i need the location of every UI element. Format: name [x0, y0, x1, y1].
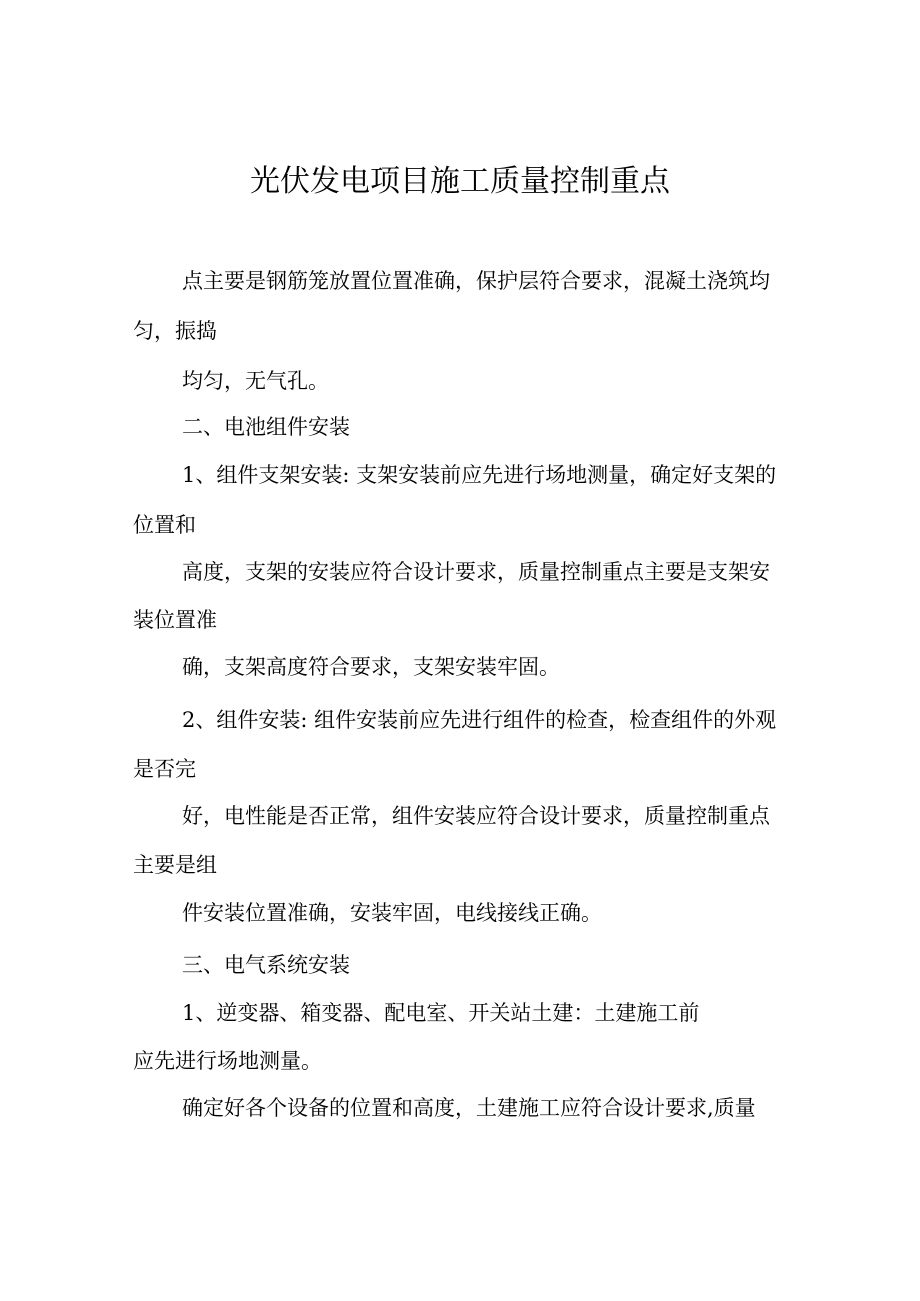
document-title: 光伏发电项目施工质量控制重点	[250, 164, 670, 199]
body-line: 匀，振捣	[133, 319, 217, 343]
body-line: 件安装位置准确，安装牢固，电线接线正确。	[182, 901, 602, 925]
body-line: 均匀，无气孔。	[182, 369, 329, 393]
body-line: 装位置准	[133, 608, 217, 632]
body-line: 位置和	[133, 513, 196, 537]
body-line: 好，电性能是否正常，组件安装应符合设计要求，质量控制重点	[182, 804, 770, 828]
body-line: 2、组件安装: 组件安装前应先进行组件的检查，检查组件的外观	[182, 708, 777, 732]
body-line: 点主要是钢筋笼放置位置准确，保护层符合要求，混凝土浇筑均	[182, 269, 770, 293]
body-line: 1、逆变器、箱变器、配电室、开关站土建：土建施工前	[182, 1001, 700, 1025]
section-heading: 三、电气系统安装	[182, 953, 350, 977]
body-line: 主要是组	[133, 853, 217, 877]
body-line: 应先进行场地测量。	[133, 1049, 322, 1073]
section-heading: 二、电池组件安装	[182, 415, 350, 439]
body-line: 是否完	[133, 757, 196, 781]
body-line: 高度，支架的安装应符合设计要求，质量控制重点主要是支架安	[182, 560, 770, 584]
body-line: 确，支架高度符合要求，支架安装牢固。	[182, 655, 560, 679]
body-line: 确定好各个设备的位置和高度，土建施工应符合设计要求,质量	[182, 1096, 756, 1120]
body-line: 1、组件支架安装: 支架安装前应先进行场地测量，确定好支架的	[182, 463, 777, 487]
